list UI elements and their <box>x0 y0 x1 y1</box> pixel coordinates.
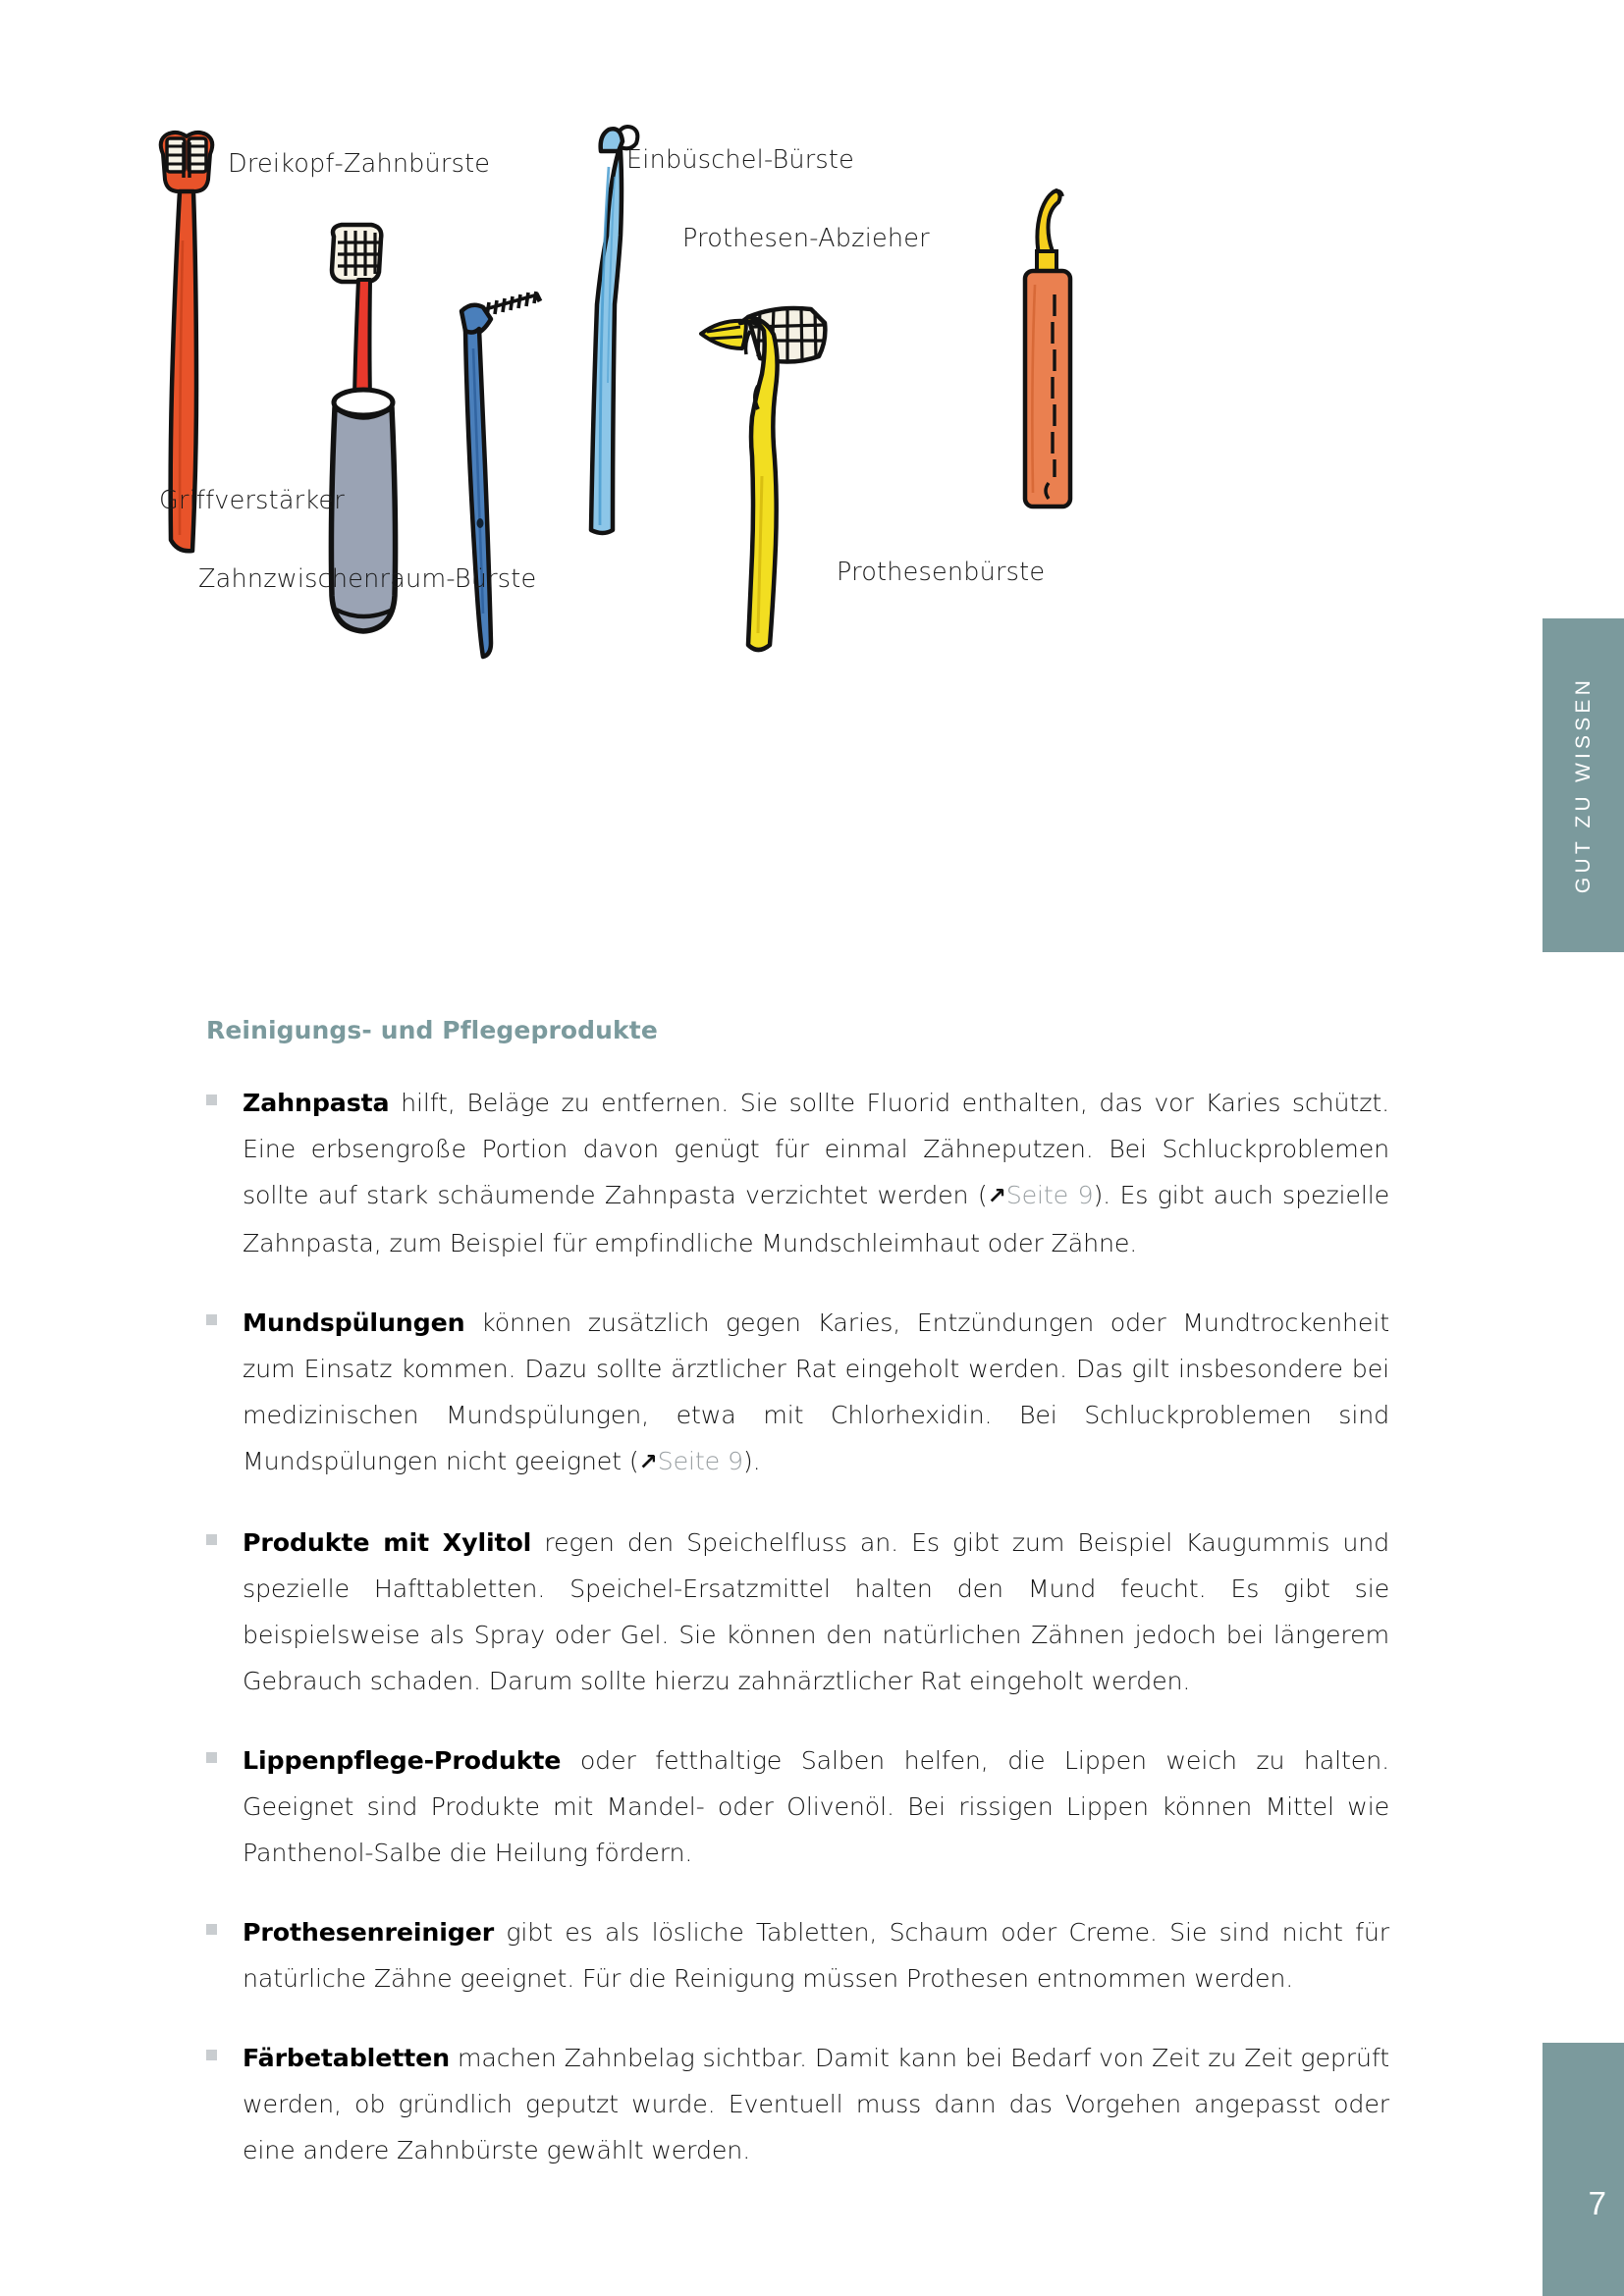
bullet-marker-icon <box>206 2050 217 2060</box>
label-griffverstaerker: Griffverstärker <box>159 486 345 515</box>
bullet-text-before: regen den Speichelfluss an. Es gibt zum Beispiel Kaugummis und spezielle Hafttabletten. Speichel-Ersatzmittel halten den Mund feucht. Es gibt sie beispielsweise als Spray oder Gel. Sie können den natürlichen Zähnen jedoch bei längerem Gebrauch schaden. Darum sollte hierzu zahnärztlicher Rat eingeholt werden. <box>243 1528 1390 1695</box>
bullet-marker-icon <box>206 1752 217 1763</box>
bullet-lead: Mundspülungen <box>243 1308 465 1337</box>
list-item <box>206 1909 1389 2002</box>
bullet-marker-icon <box>206 1924 217 1935</box>
label-prothesen-abzieher: Prothesen-Abzieher <box>682 224 930 253</box>
list-item <box>206 1080 1389 1266</box>
cross-reference-label: Seite 9 <box>1005 1181 1094 1209</box>
section-heading: Reinigungs- und Pflegeprodukte <box>206 1016 658 1044</box>
bullet-marker-icon <box>206 1534 217 1545</box>
bullet-lead: Lippenpflege-Produkte <box>243 1746 562 1775</box>
bullet-paragraph <box>243 1737 1389 1876</box>
single-tuft-brush-illustration <box>579 118 658 540</box>
dental-tools-illustration <box>137 98 1443 648</box>
bullet-lead: Zahnpasta <box>243 1089 390 1117</box>
bullet-text-after: ). <box>742 1447 761 1475</box>
page-number: 7 <box>1588 2185 1606 2221</box>
bullet-text-before: machen Zahnbelag sichtbar. Damit kann bei Bedarf von Zeit zu Zeit geprüft werden, ob gründlich geputzt wurde. Eventuell muss dann das Vorgehen angepasst oder eine andere Zahnbürste gewählt werden. <box>243 2044 1389 2164</box>
label-dreikopf-zahnbuerste: Dreikopf-Zahnbürste <box>228 149 491 179</box>
interdental-brush-illustration <box>454 290 552 663</box>
bullet-text-after: ). Es gibt auch spezielle Zahnpasta, zum Beispiel für empfindliche Mundschleimhaut oder Zähne. <box>243 1181 1389 1257</box>
bullet-paragraph <box>243 1080 1389 1266</box>
bullet-text-before: können zusätzlich gegen Karies, Entzündungen oder Mundtrockenheit zum Einsatz kommen. Dazu sollte ärztlicher Rat eingeholt werden. Das gilt insbesondere bei medizinischen Mundspülungen, etwa mit Chlorhexidin. Bei Schluckproblemen sind Mundspülungen nicht geeignet ( <box>243 1308 1389 1475</box>
product-bullet-list <box>206 1080 1389 2173</box>
main-content <box>206 1016 1389 2173</box>
section-side-tab <box>1543 618 1624 952</box>
list-item <box>206 2035 1389 2173</box>
bullet-paragraph <box>243 1300 1389 1486</box>
page-number-block <box>1543 2043 1624 2296</box>
list-item <box>206 1300 1389 1486</box>
label-zahnzwischenraum-buerste: Zahnzwischenraum-Bürste <box>198 564 537 594</box>
bullet-lead: Prothesenreiniger <box>243 1918 495 1947</box>
bullet-paragraph <box>243 1909 1389 2002</box>
cross-reference-label: Seite 9 <box>657 1447 743 1475</box>
cross-reference-arrow-icon: ↗ <box>987 1184 1006 1209</box>
bullet-marker-icon <box>206 1095 217 1105</box>
cross-reference-arrow-icon: ↗ <box>638 1450 658 1475</box>
bullet-marker-icon <box>206 1314 217 1325</box>
label-einbuechel-buerste: Einbüschel-Bürste <box>626 145 854 175</box>
denture-remover-illustration <box>1013 187 1082 530</box>
label-prothesenbuerste: Prothesenbürste <box>837 558 1046 587</box>
bullet-text-before: oder fetthaltige Salben helfen, die Lippen weich zu halten. Geeignet sind Produkte mit Mandel- oder Olivenöl. Bei rissigen Lippen können Mittel wie Panthenol-Salbe die Heilung fördern. <box>243 1746 1389 1867</box>
list-item <box>206 1520 1389 1704</box>
bullet-paragraph <box>243 2035 1389 2173</box>
denture-brush-illustration <box>697 280 854 663</box>
list-item <box>206 1737 1389 1876</box>
bullet-text-before: gibt es als lösliche Tabletten, Schaum oder Creme. Sie sind nicht für natürliche Zähne geeignet. Für die Reinigung müssen Prothesen entnommen werden. <box>243 1918 1389 1993</box>
bullet-text-before: hilft, Beläge zu entfernen. Sie sollte Fluorid enthalten, das vor Karies schützt. Eine erbsengroße Portion davon genügt für einmal Zähneputzen. Bei Schluckproblemen sollte auf stark schäumende Zahnpasta verzichtet werden ( <box>243 1089 1389 1209</box>
side-tab-label: GUT ZU WISSEN <box>1571 676 1595 894</box>
bullet-lead: Färbetabletten <box>243 2044 450 2072</box>
bullet-paragraph <box>243 1520 1389 1704</box>
bullet-lead: Produkte mit Xylitol <box>243 1528 532 1557</box>
